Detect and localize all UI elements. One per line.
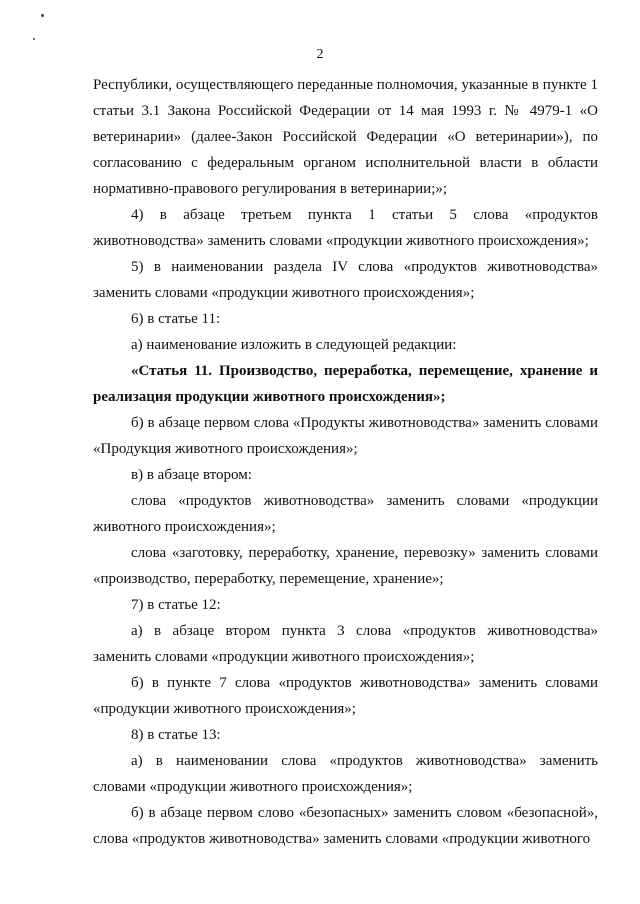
paragraph-item-6a: а) наименование изложить в следующей редакции: <box>131 337 457 353</box>
scan-speck <box>41 14 44 17</box>
paragraph-item-4: 4) в абзаце третьем пункта 1 статьи 5 слова «продуктов животноводства» заменить словами «продукции животного происхождения»; <box>93 207 598 249</box>
paragraph-item-7b: б) в пункте 7 слова «продуктов животноводства» заменить словами «продукции животного происхождения»; <box>93 675 598 717</box>
paragraph-item-7: 7) в статье 12: <box>131 597 221 613</box>
paragraph-item-6b: б) в абзаце первом слова «Продукты животноводства» заменить словами «Продукция животного происхождения»; <box>93 415 598 457</box>
page-number: 2 <box>316 47 324 62</box>
paragraph-item-8a: а) в наименовании слова «продуктов животноводства» заменить словами «продукции животного происхождения»; <box>93 753 598 795</box>
paragraph-item-8: 8) в статье 13: <box>131 727 221 743</box>
paragraph-item-6v: в) в абзаце втором: <box>131 467 252 483</box>
paragraph-item-8b: б) в абзаце первом слово «безопасных» заменить словом «безопасной», слова «продуктов животноводства» заменить словами «продукции животного <box>93 805 598 847</box>
paragraph-6v-words-2: слова «заготовку, переработку, хранение, перевозку» заменить словами «производство, переработку, перемещение, хранение»; <box>93 545 598 587</box>
paragraph-item-7a: а) в абзаце втором пункта 3 слова «продуктов животноводства» заменить словами «продукции животного происхождения»; <box>93 623 598 665</box>
paragraph-6v-words-1: слова «продуктов животноводства» заменить словами «продукции животного происхождения»; <box>93 493 598 535</box>
paragraph-continuation: Республики, осуществляющего переданные полномочия, указанные в пункте 1 статьи 3.1 Закона Российской Федерации от 14 мая 1993 г. № 4979-1 «О ветеринарии» (далее-Закон Российской Федерации «О ветеринарии»), по согласованию с федеральным органом исполнительной власти в области нормативно-правового регулирования в ветеринарии;»; <box>93 77 598 197</box>
paragraph-item-5: 5) в наименовании раздела IV слова «продуктов животноводства» заменить словами «продукции животного происхождения»; <box>93 259 598 301</box>
scan-speck <box>33 38 35 40</box>
paragraph-article-11-title: «Статья 11. Производство, переработка, перемещение, хранение и реализация продукции животного происхождения»; <box>93 363 598 405</box>
paragraph-item-6: 6) в статье 11: <box>131 311 221 327</box>
document-body <box>93 72 598 852</box>
